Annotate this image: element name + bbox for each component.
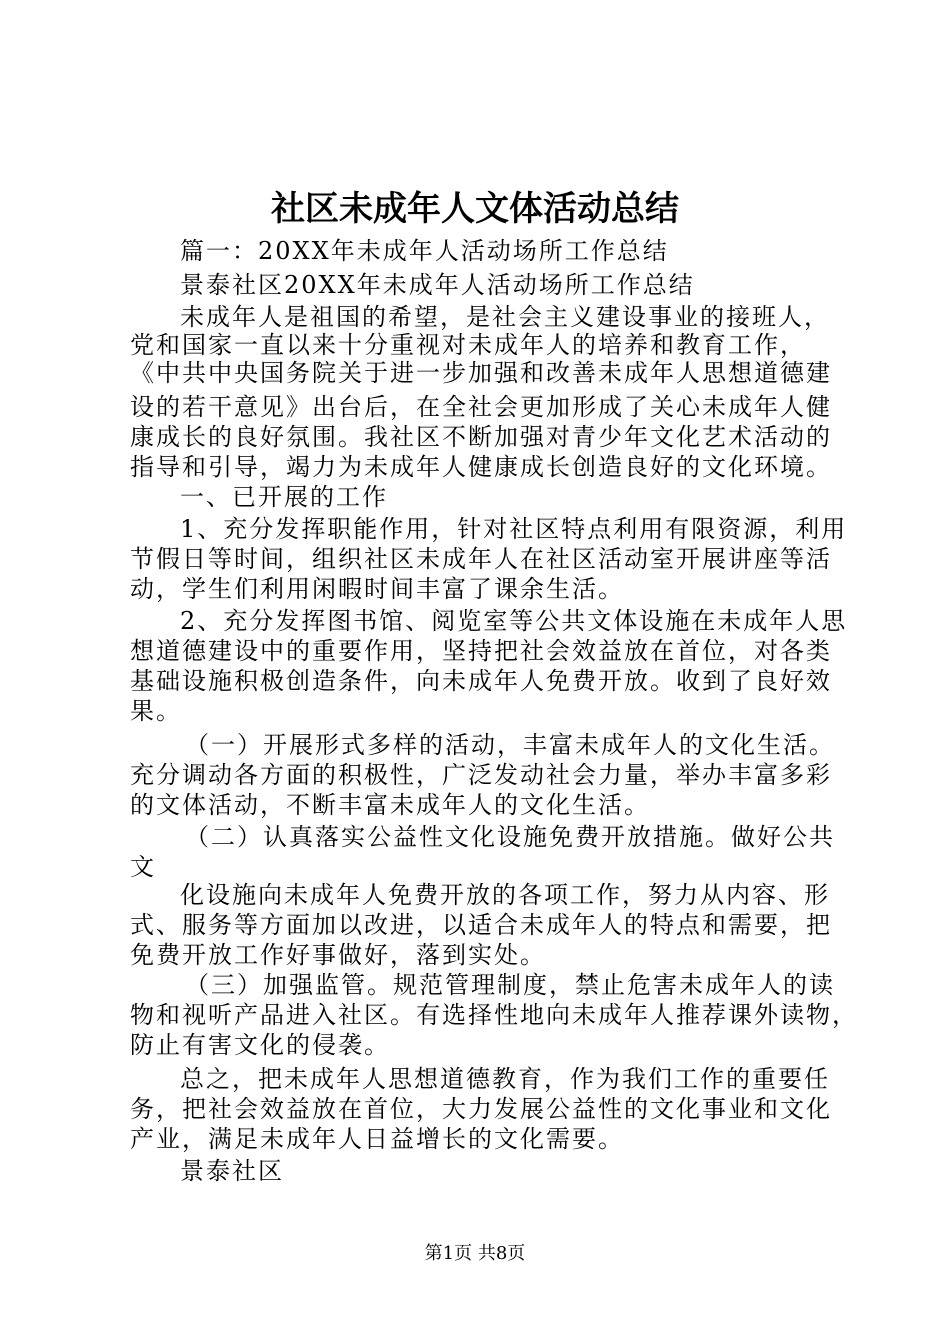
document-title: 社区未成年人文体活动总结 (271, 189, 679, 229)
text-line: 想道德建设中的重要作用，坚持把社会效益放在首位，对各类 (130, 637, 832, 665)
text-line: 产业，满足未成年人日益增长的文化需要。 (130, 1125, 624, 1153)
text-line: 化设施向未成年人免费开放的各项工作，努力从内容、形 (180, 881, 830, 909)
text-line: 免费开放工作好事做好，落到实处。 (130, 941, 546, 969)
text-line: 党和国家一直以来十分重视对未成年人的培养和教育工作， (130, 331, 806, 359)
text-line: 指导和引导，竭力为未成年人健康成长创造良好的文化环境。 (130, 453, 832, 481)
text-line: 物和视听产品进入社区。有选择性地向未成年人推荐课外读物， (130, 1001, 858, 1029)
text-line: 篇一：20XX年未成年人活动场所工作总结 (180, 237, 669, 265)
text-line: 景泰社区20XX年未成年人活动场所工作总结 (180, 271, 695, 299)
subsection-heading: （一）开展形式多样的活动，丰富未成年人的文化生活。 (185, 731, 835, 759)
text-line: 基础设施积极创造条件，向未成年人免费开放。收到了良好效 (130, 667, 832, 695)
subsection-heading: （三）加强监管。规范管理制度，禁止危害未成年人的读 (185, 971, 835, 999)
text-line: 文 (130, 853, 156, 881)
section-heading: 一、已开展的工作 (180, 483, 388, 511)
text-line: 果。 (130, 697, 182, 725)
text-line: 康成长的良好氛围。我社区不断加强对青少年文化艺术活动的 (130, 423, 832, 451)
text-line: 务，把社会效益放在首位，大力发展公益性的文化事业和文化 (130, 1095, 832, 1123)
text-line: 式、服务等方面加以改进，以适合未成年人的特点和需要，把 (130, 911, 832, 939)
text-line: 动，学生们利用闲暇时间丰富了课余生活。 (130, 575, 624, 603)
text-line: 《中共中央国务院关于进一步加强和改善未成年人思想道德建 (130, 359, 832, 387)
text-line: 节假日等时间，组织社区未成年人在社区活动室开展讲座等活 (130, 545, 832, 573)
text-line: 的文体活动，不断丰富未成年人的文化生活。 (130, 791, 650, 819)
signature-line: 景泰社区 (180, 1157, 284, 1185)
text-line: 未成年人是祖国的希望，是社会主义建设事业的接班人， (180, 303, 830, 331)
text-line: 防止有害文化的侵袭。 (130, 1031, 390, 1059)
text-line: 充分调动各方面的积极性，广泛发动社会力量，举办丰富多彩 (130, 761, 832, 789)
page-footer: 第1页 共8页 (424, 1243, 526, 1264)
text-line: 总之，把未成年人思想道德教育，作为我们工作的重要任 (180, 1065, 830, 1093)
text-line: 2、充分发挥图书馆、阅览室等公共文体设施在未成年人思 (180, 607, 848, 635)
text-line: 1、充分发挥职能作用，针对社区特点利用有限资源，利用 (180, 515, 848, 543)
subsection-heading: （二）认真落实公益性文化设施免费开放措施。做好公共 (185, 823, 835, 851)
text-line: 设的若干意见》出台后，在全社会更加形成了关心未成年人健 (130, 393, 832, 421)
